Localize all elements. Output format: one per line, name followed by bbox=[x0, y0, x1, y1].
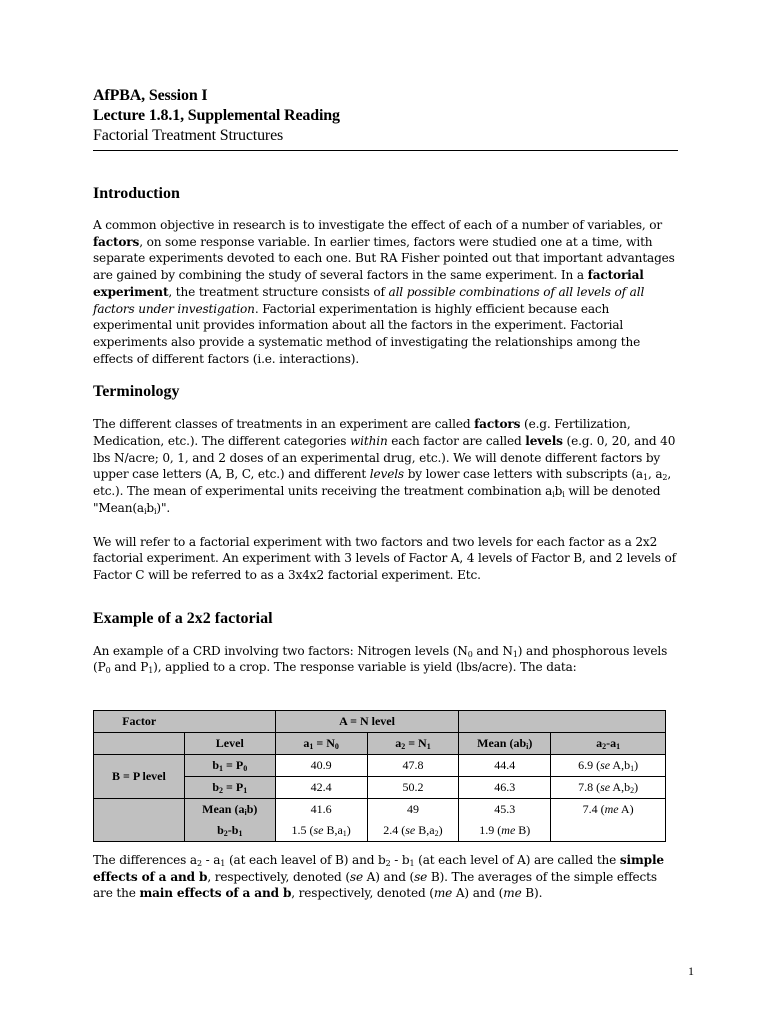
doc-topic: Factorial Treatment Structures bbox=[93, 127, 284, 144]
col-mean: Mean $(ab_i)$ bbox=[459, 733, 551, 755]
header-rule bbox=[93, 150, 678, 151]
cell-a2b2: 50.2 bbox=[367, 777, 459, 799]
level-header: Level bbox=[184, 733, 275, 755]
page-number: 1 bbox=[688, 964, 694, 978]
cell-mean-a2: 49 bbox=[367, 799, 459, 821]
closing-block bbox=[93, 852, 678, 902]
table-row bbox=[94, 733, 666, 755]
cell-me-b: 1.9 (me B) bbox=[459, 820, 551, 842]
intro-heading: Introduction bbox=[93, 185, 180, 202]
cell-mean-b1: 44.4 bbox=[459, 755, 551, 777]
row-b-diff: $b_2-b_1$ bbox=[184, 820, 275, 842]
a-level-header: A = N level bbox=[275, 711, 459, 733]
factor-header: Factor bbox=[94, 711, 185, 733]
table-row bbox=[94, 799, 666, 821]
cell-mean-a1: 41.6 bbox=[275, 799, 367, 821]
terminology-paragraph-2: We will refer to a factorial experiment with two factors and two levels for each factor as a 2x2 factorial experiment. An experiment with 3 levels of Factor A, 4 levels of Factor B, and 2 levels of Factor C will be referred to as a 3x4x2 factorial experiment. Etc. bbox=[93, 534, 676, 582]
cell-a1b2: 42.4 bbox=[275, 777, 367, 799]
col-a2: $a_2 = N_1$ bbox=[367, 733, 459, 755]
col-diff: $a_2-a_1$ bbox=[551, 733, 666, 755]
closing-paragraph: The differences $a_2 - a_1$ (at each leavel of B) and $b_2 - b_1$ (at each level of A) are called the simple effects of a and b, respectively, denoted (se A) and (se B). The averages of the simple effects are the main effects of a and b, respectively, denoted (me A) and (me B). bbox=[93, 853, 664, 901]
col-a1: $a_1 = N_0$ bbox=[275, 733, 367, 755]
cell-diff-b1: 6.9 (se $A,b_1$) bbox=[551, 755, 666, 777]
terminology-heading: Terminology bbox=[93, 383, 180, 401]
data-table bbox=[93, 710, 666, 842]
row-mean: Mean $(a_ib)$ bbox=[184, 799, 275, 821]
cell-diff-b2: 7.8 (se $A,b_2$) bbox=[551, 777, 666, 799]
terminology-paragraph: The different classes of treatments in an experiment are called factors (e.g. Fertilization, Medication, etc.). The different categories within each factor are called levels (e.g. 0, 20, and 40 lbs N/acre; 0, 1, and 2 doses of an experimental drug, etc.). We will denote different factors by upper case letters (A, B, C, etc.) and different levels by lower case letters with subscripts ($a_1$, $a_2$, etc.). The mean of experimental units receiving the treatment combination $a_ib_i$ will be denoted "$Mean(a_ib_i)$". bbox=[93, 417, 676, 516]
table-row bbox=[94, 711, 666, 733]
doc-title: AfPBA, Session I bbox=[93, 87, 208, 104]
example-paragraph: An example of a CRD involving two factors: Nitrogen levels ($N_0$ and $N_1$) and phosphorous levels ($P_0$ and $P_1$), applied to a crop. The response variable is yield (lbs/acre). The data: bbox=[93, 643, 668, 676]
example-heading: Example of a 2x2 factorial bbox=[93, 609, 273, 627]
b-level-header: B = P level bbox=[94, 755, 185, 799]
cell-a2b1: 47.8 bbox=[367, 755, 459, 777]
document-page bbox=[93, 86, 678, 676]
cell-grand-mean: 45.3 bbox=[459, 799, 551, 821]
table-row bbox=[94, 755, 666, 777]
doc-subtitle: Lecture 1.8.1, Supplemental Reading bbox=[93, 107, 340, 124]
row-b2: $b_2 = P_1$ bbox=[184, 777, 275, 799]
cell-a1b1: 40.9 bbox=[275, 755, 367, 777]
intro-paragraph: A common objective in research is to investigate the effect of each of a number of variables, or factors, on some response variable. In earlier times, factors were studied one at a time, with separate experiments devoted to each one. But RA Fisher pointed out that important advantages are gained by combining the study of several factors in the same experiment. In a factorial experiment, the treatment structure consists of all possible combinations of all levels of all factors under investigation. Factorial experimentation is highly efficient because each experimental unit provides information about all the factors in the experiment. Factorial experiments also provide a systematic method of investigating the relationships among the effects of different factors (i.e. interactions). bbox=[93, 218, 675, 366]
cell-se-b-a2: 2.4 (se $B,a_2$) bbox=[367, 820, 459, 842]
row-b1: $b_1 = P_0$ bbox=[184, 755, 275, 777]
cell-se-b-a1: 1.5 (se $B,a_1$) bbox=[275, 820, 367, 842]
cell-mean-b2: 46.3 bbox=[459, 777, 551, 799]
cell-me-a: 7.4 (me A) bbox=[551, 799, 666, 821]
